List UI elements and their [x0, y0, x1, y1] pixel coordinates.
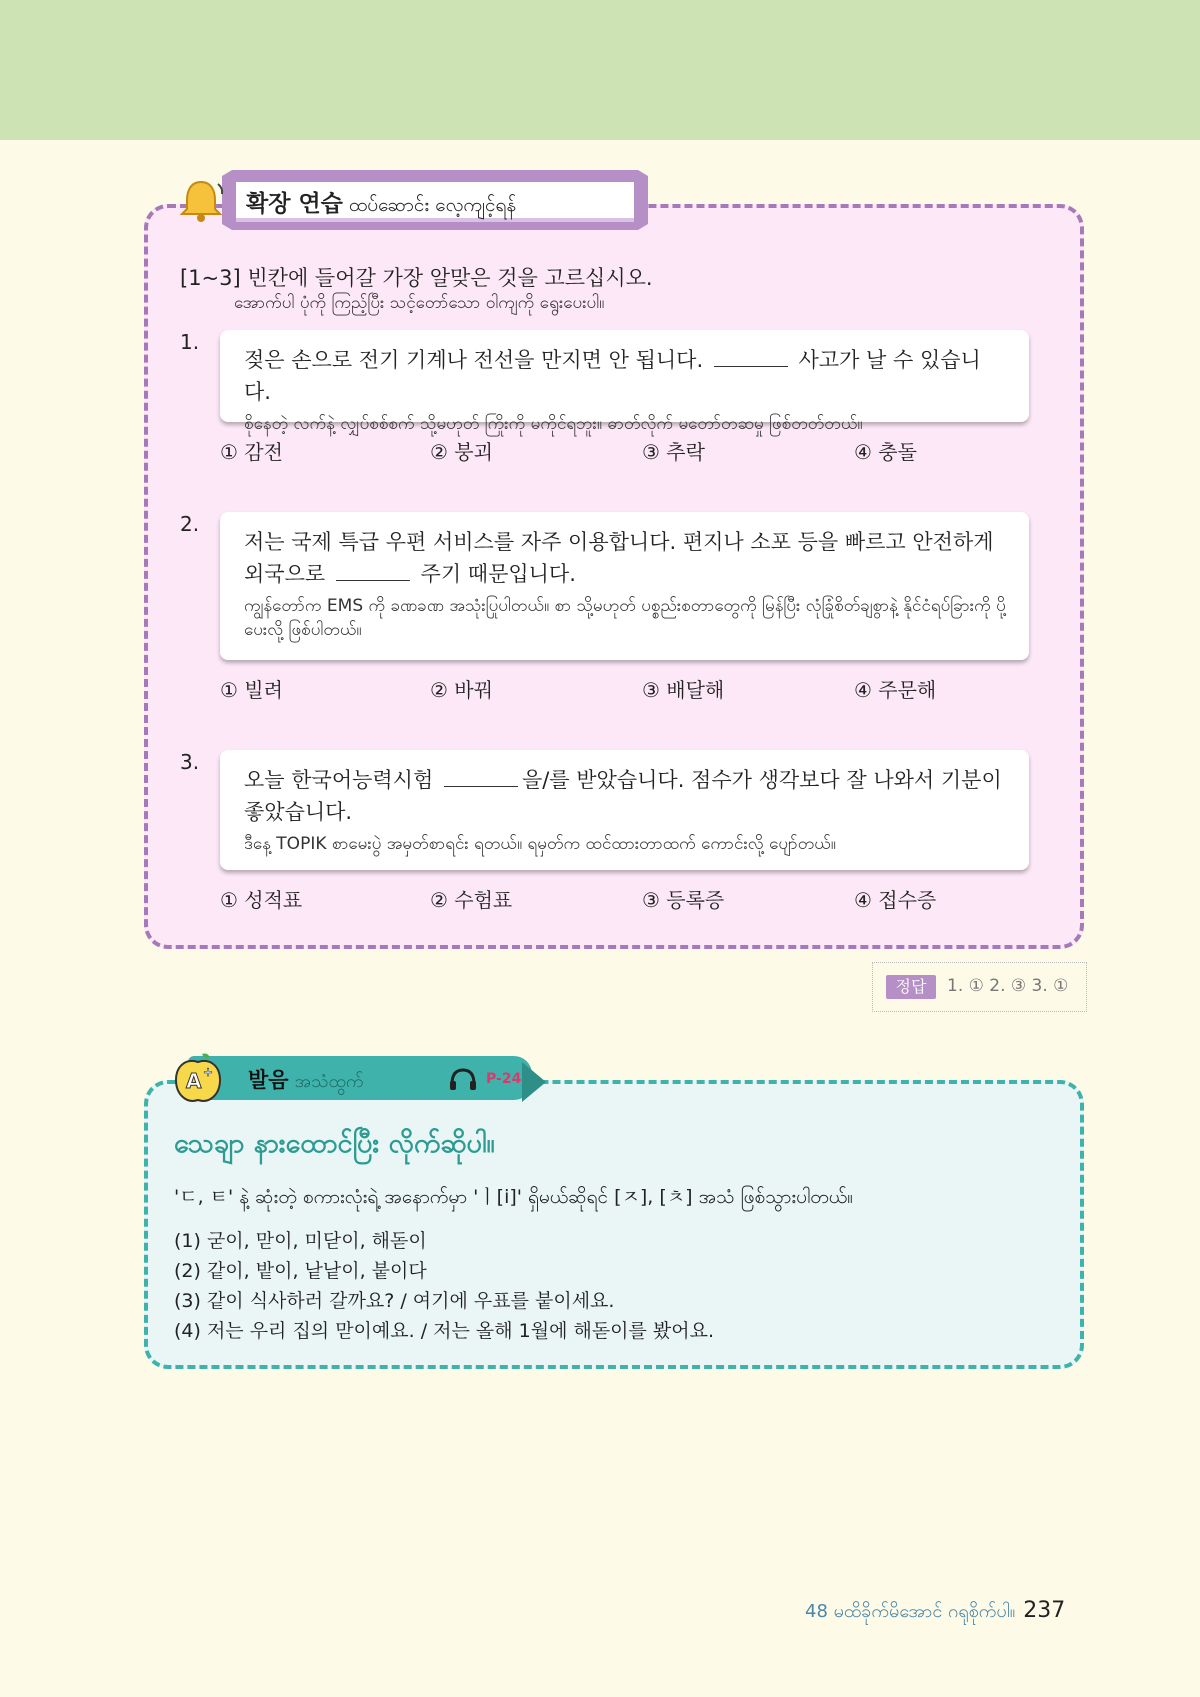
pronunciation-title-ko: 발음 [248, 1068, 289, 1092]
top-color-band [0, 0, 1200, 140]
question-translation: စိုနေတဲ့ လက်နဲ့ လျှပ်စစ်စက် သို့မဟုတ် ကြိုးကို မကိုင်ရဘူး။ ဓာတ်လိုက် မတော်တဆမှု ဖြစ်တတ်တယ်။ [244, 414, 863, 434]
bell-icon [176, 176, 226, 226]
pronunciation-heading: သေချာ နားထောင်ပြီး လိုက်ဆိုပါ။ [174, 1128, 495, 1159]
question-number: 2. [180, 512, 200, 536]
practice-tab-subtitle: ထပ်ဆောင်း လေ့ကျင့်ရန် [348, 194, 517, 216]
option[interactable]: ① 성적표 [220, 888, 303, 912]
instruction: [1~3] 빈칸에 들어갈 가장 알맞은 것을 고르십시오. [180, 266, 653, 290]
option[interactable]: ③ 등록증 [642, 888, 725, 912]
option[interactable]: ③ 배달해 [642, 678, 725, 702]
option[interactable]: ② 수험표 [430, 888, 513, 912]
answer-blank [714, 348, 788, 367]
answer-key [872, 962, 1087, 1012]
question-card [220, 330, 1029, 434]
apple-grade-icon [172, 1050, 224, 1106]
question-text: 오늘 한국어능력시험 을/를 받았습니다. 점수가 생각보다 잘 나와서 기분이 좋았습니다. [244, 768, 1002, 824]
option[interactable]: ④ 충돌 [854, 440, 917, 464]
question-text: 저는 국제 특급 우편 서비스를 자주 이용합니다. 편지나 소포 등을 빠르고 안전하게 외국으로 주기 때문입니다. [244, 530, 994, 586]
option[interactable]: ④ 주문해 [854, 678, 937, 702]
audio-page-ref[interactable]: P-24 [486, 1071, 522, 1087]
answer-text: 1. ① 2. ③ 3. ① [947, 976, 1069, 996]
pronunciation-tab-notch [522, 1062, 546, 1102]
question-number: 1. [180, 330, 200, 354]
page-footer [805, 1598, 1065, 1626]
lesson-title: 48 မထိခိုက်မိအောင် ဂရုစိုက်ပါ။ [805, 1601, 1016, 1622]
svg-text:+: + [203, 1065, 214, 1079]
question-card [220, 512, 1029, 660]
svg-text:A: A [186, 1069, 202, 1093]
pronunciation-item: (2) 같이, 밭이, 낱낱이, 붙이다 [174, 1260, 427, 1282]
option[interactable]: ① 감전 [220, 440, 283, 464]
pronunciation-list [174, 1226, 714, 1346]
answer-blank [444, 768, 518, 787]
option[interactable]: ② 바꿔 [430, 678, 493, 702]
answer-blank [336, 562, 410, 581]
option[interactable]: ④ 접수증 [854, 888, 937, 912]
question-card [220, 750, 1029, 870]
answer-badge: 정답 [886, 975, 936, 999]
page-number: 237 [1023, 1598, 1066, 1623]
pronunciation-subtitle: အသံထွက် [294, 1071, 364, 1092]
practice-tab-title [246, 185, 516, 221]
question-text: 젖은 손으로 전기 기계나 전선을 만지면 안 됩니다. 사고가 날 수 있습니다. [244, 348, 981, 404]
pronunciation-item: (4) 저는 우리 집의 맏이예요. / 저는 올해 1월에 해돋이를 봤어요. [174, 1320, 715, 1342]
instruction-sub: အောက်ပါ ပုံကို ကြည့်ပြီး သင့်တော်သော ဝါကျကို ရွေးပေးပါ။ [234, 293, 605, 313]
pronunciation-tab-title [248, 1064, 364, 1096]
option[interactable]: ② 붕괴 [430, 440, 493, 464]
question-number: 3. [180, 750, 200, 774]
pronunciation-item: (3) 같이 식사하러 갈까요? / 여기에 우표를 붙이세요. [174, 1290, 615, 1312]
option[interactable]: ① 빌려 [220, 678, 283, 702]
headphone-icon[interactable] [448, 1066, 478, 1092]
pronunciation-item: (1) 굳이, 맏이, 미닫이, 해돋이 [174, 1230, 427, 1252]
question-translation: ဒီနေ့ TOPIK စာမေးပွဲ အမှတ်စာရင်း ရတယ်။ ရမှတ်က ထင်ထားတာထက် ကောင်းလို့ ပျော်တယ်။ [244, 834, 836, 854]
option[interactable]: ③ 추락 [642, 440, 705, 464]
question-translation: ကျွန်တော်က EMS ကို ခဏခဏ အသုံးပြုပါတယ်။ စာ သို့မဟုတ် ပစ္စည်းစတာတွေကို မြန်ပြီး လုံခြုံစိတ်ချစွာနဲ့ နိုင်ငံရပ်ခြားကို ပို့ပေးလို့ ဖြစ်ပါတယ်။ [244, 596, 1006, 640]
pronunciation-rule: 'ㄷ, ㅌ' နဲ့ ဆုံးတဲ့ စကားလုံးရဲ့ အနောက်မှာ 'ㅣ[i]' ရှိမယ်ဆိုရင် [ㅈ], [ㅊ] အသံ ဖြစ်သွားပါတယ်။ [174, 1186, 853, 1208]
practice-tab-title-ko: 확장 연습 [246, 191, 343, 217]
